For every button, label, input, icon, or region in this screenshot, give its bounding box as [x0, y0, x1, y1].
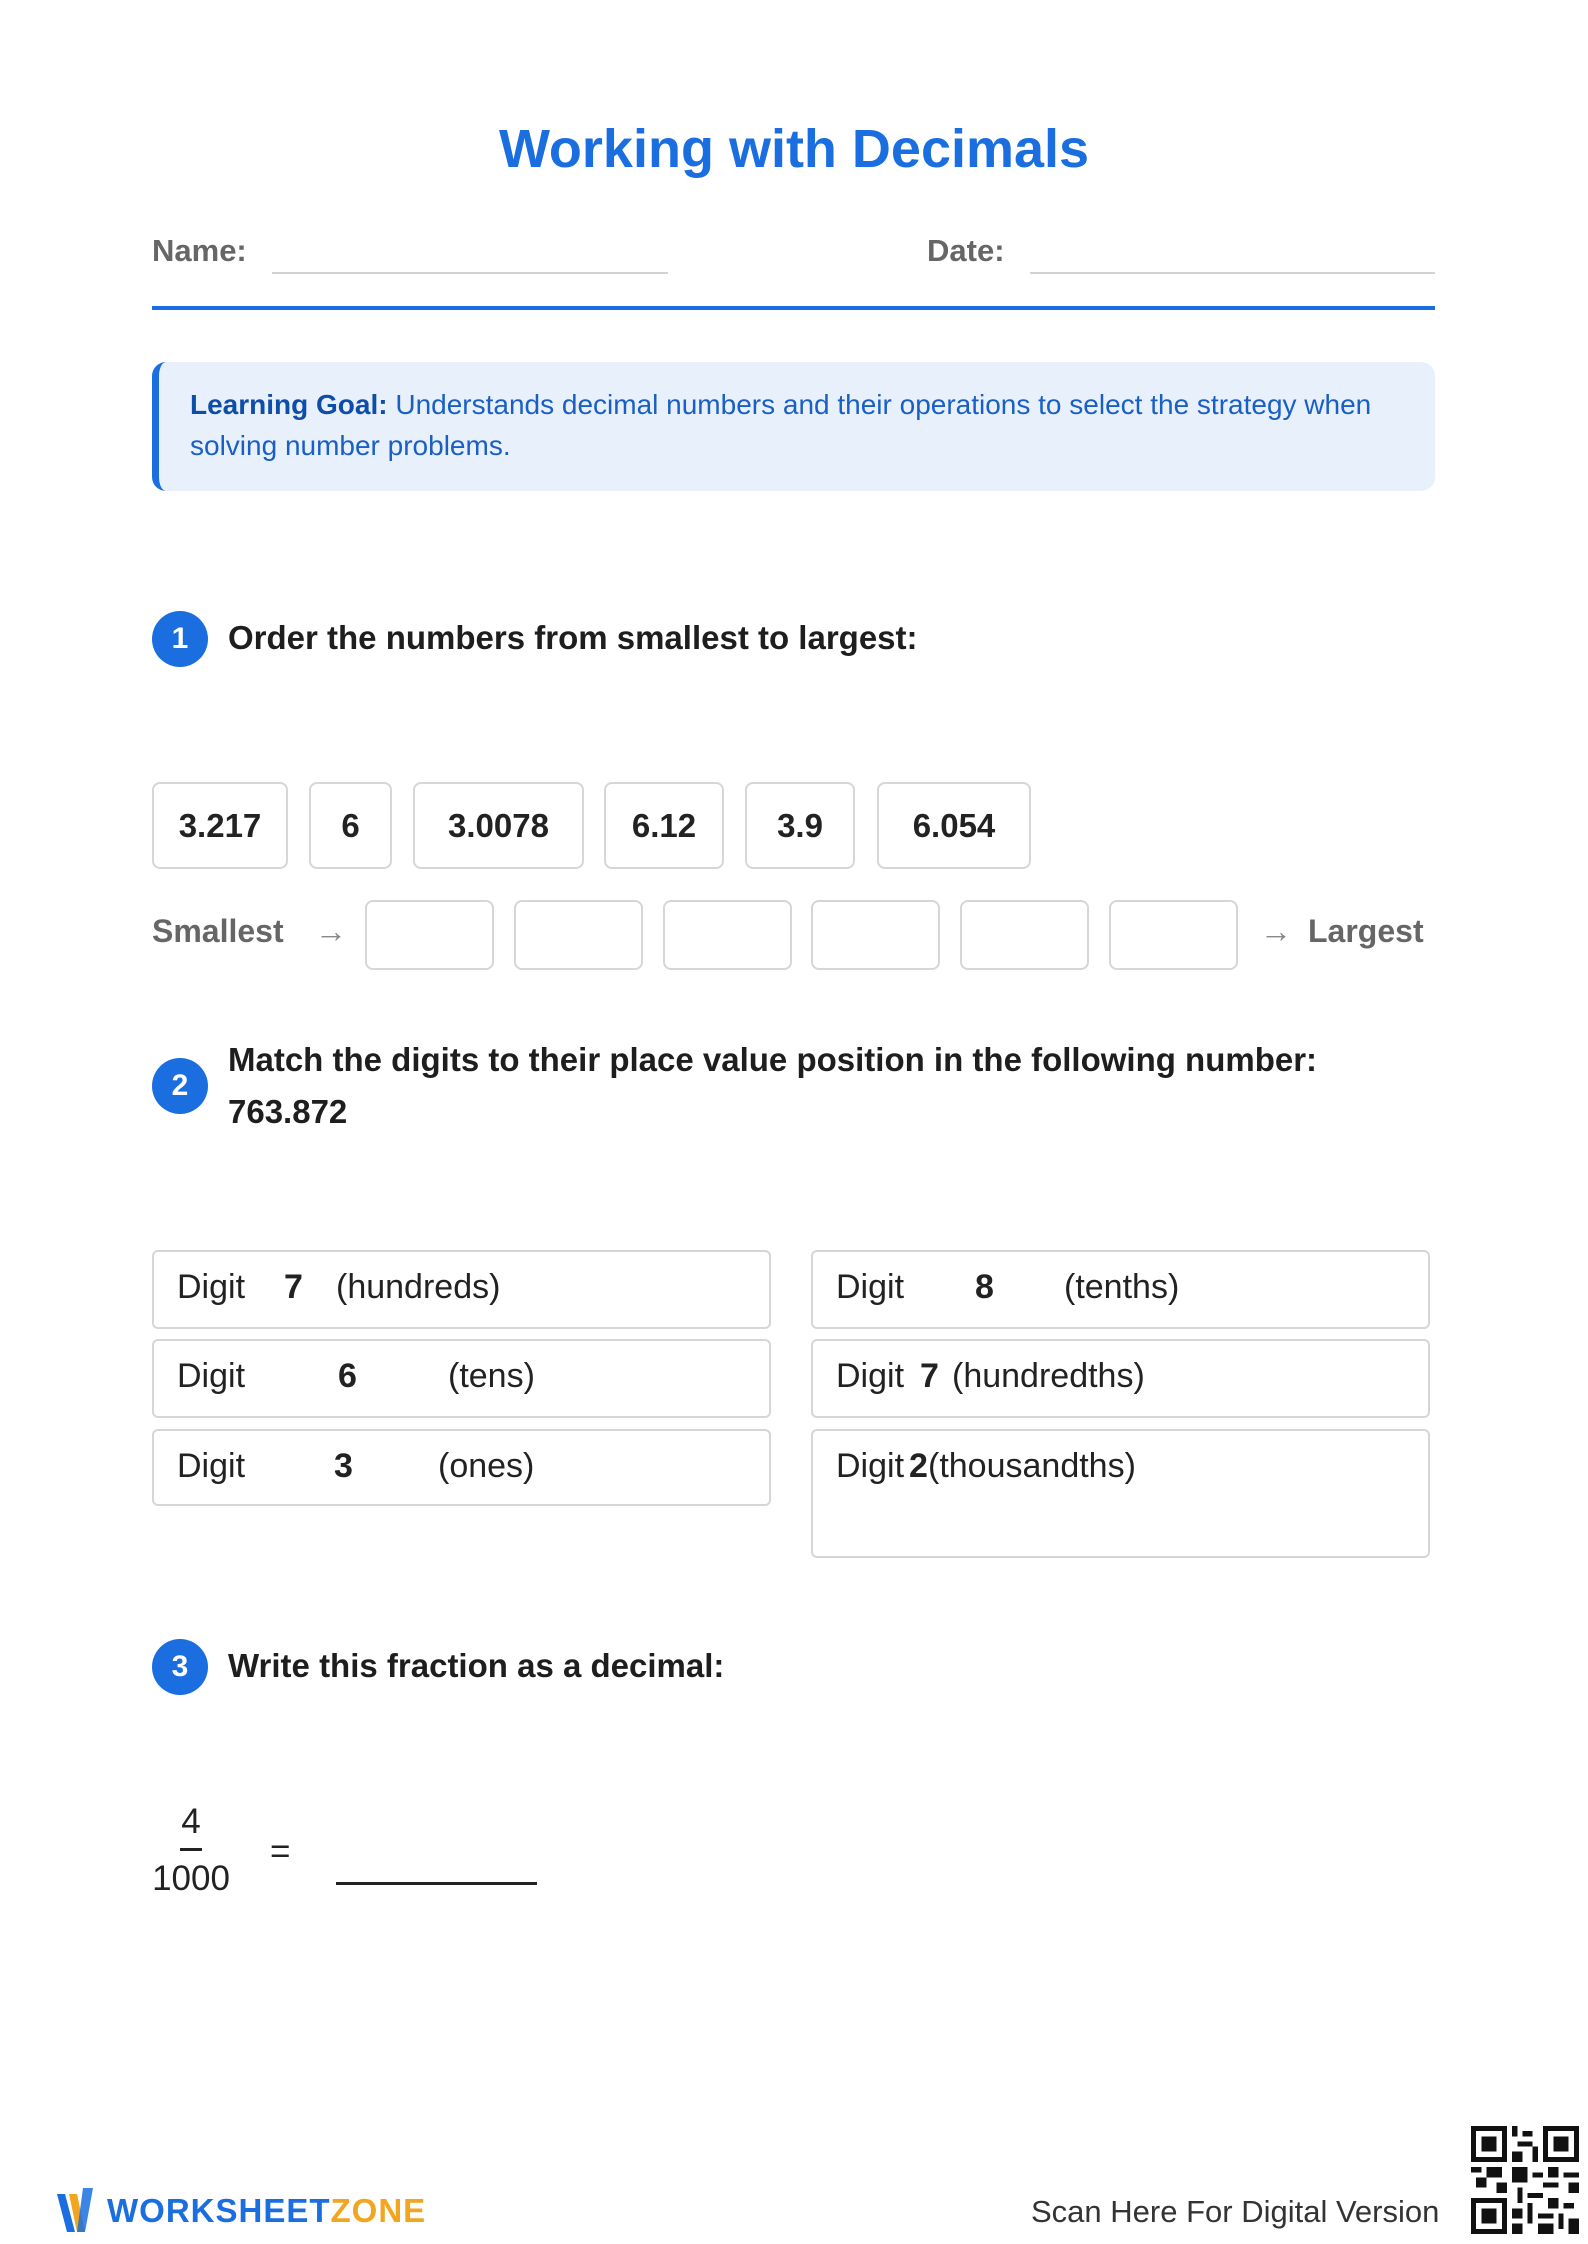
digit-value: 8	[975, 1268, 994, 1306]
digit-word: Digit	[177, 1268, 246, 1306]
number-tile[interactable]: 3.9	[745, 782, 855, 869]
learning-goal-box	[152, 362, 1435, 491]
learning-goal-text: Understands decimal numbers and their operations to select the strategy when solving number problems.	[190, 389, 1372, 461]
question-3-prompt: Write this fraction as a decimal:	[228, 1647, 725, 1684]
learning-goal-label: Learning Goal:	[190, 389, 388, 420]
arrow-right-icon: →	[1260, 913, 1292, 949]
number-tile[interactable]: 3.0078	[413, 782, 584, 869]
digit-word: Digit	[836, 1447, 905, 1485]
place-name: (hundredths)	[952, 1357, 1145, 1395]
answer-blank-1[interactable]	[365, 900, 494, 970]
smallest-label: Smallest	[152, 913, 284, 949]
digit-word: Digit	[836, 1357, 905, 1395]
number-tile[interactable]: 6.054	[877, 782, 1031, 869]
number-tile[interactable]: 6.12	[604, 782, 724, 869]
digit-word: Digit	[836, 1268, 905, 1306]
question-2-prompt	[228, 1034, 1438, 1138]
digit-word: Digit	[177, 1447, 246, 1485]
place-name: (ones)	[438, 1447, 535, 1485]
name-label: Name:	[152, 233, 247, 268]
worksheetzone-logo-icon	[55, 2180, 95, 2240]
question-3-number: 3	[152, 1639, 208, 1695]
header-divider	[152, 306, 1435, 310]
answer-blank-4[interactable]	[811, 900, 940, 970]
brand-part-2: ZONE	[330, 2192, 427, 2229]
digit-value: 3	[334, 1447, 353, 1485]
fraction	[150, 1800, 232, 1901]
digit-word: Digit	[177, 1357, 246, 1395]
fraction-bar	[180, 1848, 202, 1851]
place-value-item[interactable]	[152, 1339, 771, 1418]
answer-blank-6[interactable]	[1109, 900, 1238, 970]
place-name: (thousandths)	[928, 1447, 1136, 1485]
equals-sign: =	[270, 1832, 291, 1871]
place-value-item[interactable]	[811, 1339, 1430, 1418]
page-title: Working with Decimals	[498, 119, 1090, 179]
place-name: (tens)	[448, 1357, 535, 1395]
place-name: (tenths)	[1064, 1268, 1180, 1306]
scan-text: Scan Here For Digital Version	[1031, 2194, 1440, 2229]
question-2-text: Match the digits to their place value position in the following number:	[228, 1041, 1318, 1078]
question-1-prompt: Order the numbers from smallest to largest:	[228, 619, 918, 656]
question-2-value: 763.872	[228, 1093, 348, 1130]
answer-blank-3[interactable]	[663, 900, 792, 970]
digit-value: 7	[284, 1268, 303, 1306]
digit-value: 6	[338, 1357, 357, 1395]
place-value-item[interactable]	[811, 1429, 1430, 1558]
place-value-item[interactable]	[152, 1429, 771, 1506]
arrow-right-icon: →	[315, 913, 347, 949]
question-1-number: 1	[152, 611, 208, 667]
digit-value: 2	[909, 1447, 928, 1485]
place-value-item[interactable]	[152, 1250, 771, 1329]
digit-value: 7	[920, 1357, 939, 1395]
qr-code-icon[interactable]	[1471, 2126, 1579, 2234]
fraction-denominator: 1000	[152, 1859, 230, 1898]
decimal-answer-line[interactable]	[336, 1882, 537, 1885]
question-2-number: 2	[152, 1058, 208, 1114]
place-value-item[interactable]	[811, 1250, 1430, 1329]
number-tile[interactable]: 6	[309, 782, 392, 869]
largest-label: Largest	[1308, 913, 1424, 949]
place-name: (hundreds)	[336, 1268, 501, 1306]
brand-part-1: WORKSHEET	[107, 2192, 331, 2229]
number-tile[interactable]: 3.217	[152, 782, 288, 869]
fraction-numerator: 4	[181, 1802, 201, 1841]
date-label: Date:	[927, 233, 1005, 268]
answer-blank-2[interactable]	[514, 900, 643, 970]
date-field[interactable]	[1030, 272, 1435, 274]
name-field[interactable]	[272, 272, 668, 274]
answer-blank-5[interactable]	[960, 900, 1089, 970]
brand-name	[107, 2192, 426, 2230]
